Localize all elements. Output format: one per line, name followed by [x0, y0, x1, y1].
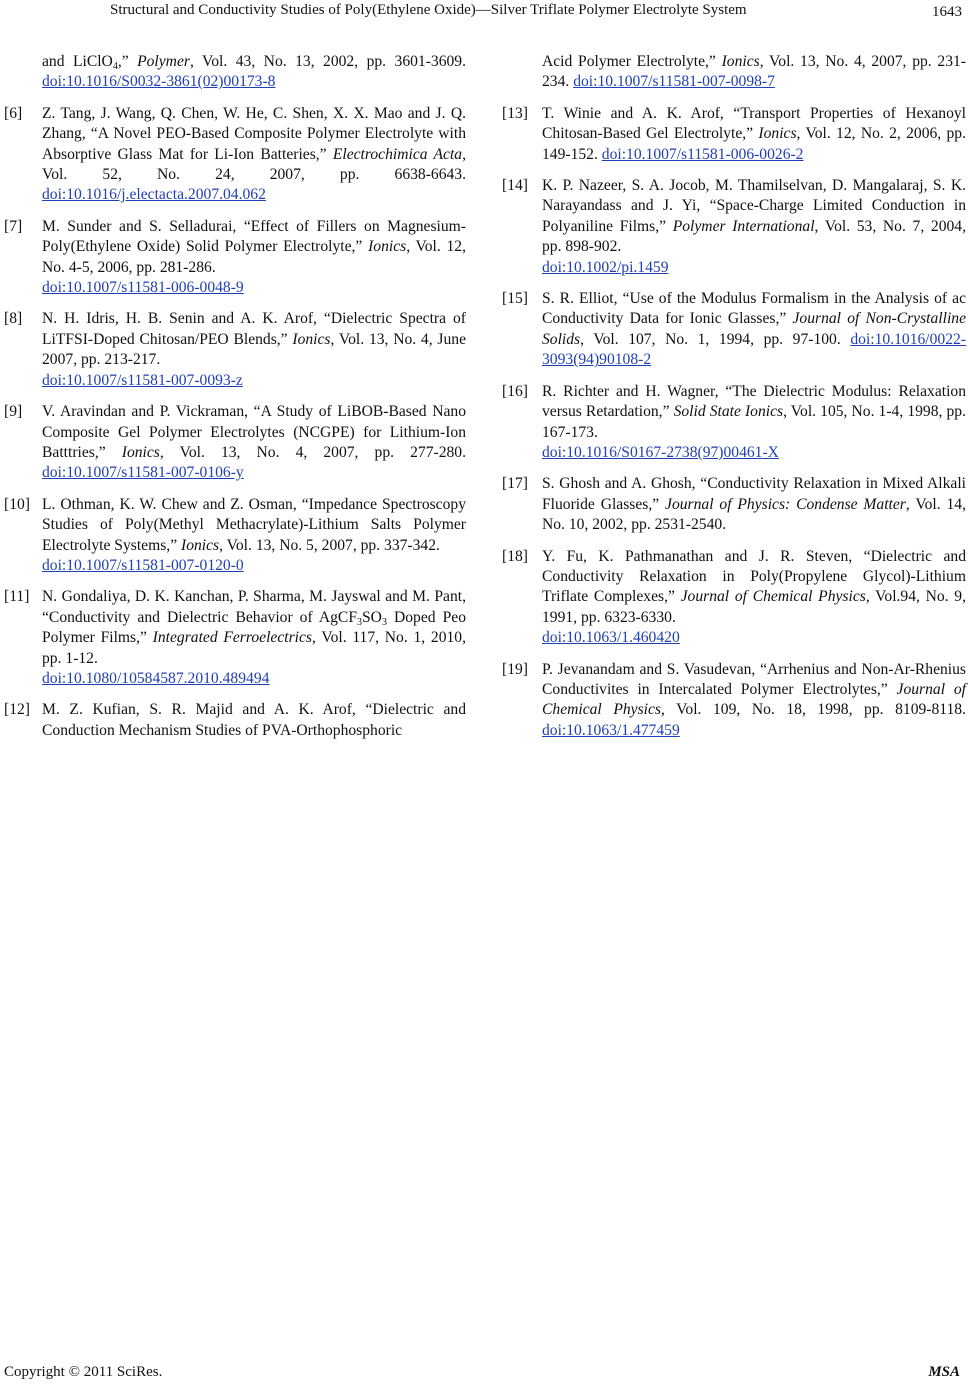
ref-text: and LiClO	[42, 53, 113, 70]
doi-link[interactable]: doi:10.1007/s11581-007-0120-0	[42, 556, 244, 574]
ref-text: , Vol. 12, No. 2, 2006, pp. 149-152.	[542, 125, 966, 163]
ref-text: SO	[362, 608, 382, 626]
ref-number: [17]	[502, 475, 528, 493]
ref-text: , Vol. 14, No. 10, 2002, pp. 2531-2540.	[542, 495, 966, 534]
ref-journal: Ionics	[758, 125, 797, 143]
doi-link[interactable]: doi:10.1016/j.electacta.2007.04.062	[42, 186, 266, 204]
ref-journal: Journal of Physics: Condense Matter	[665, 495, 906, 513]
reference-item	[500, 660, 966, 742]
reference-item	[0, 495, 466, 577]
ref-journal: Ionics	[368, 238, 407, 256]
ref-text: S. Ghosh and A. Ghosh, “Conductivity Relaxation in Mixed Alkali Fluoride Glasses,”	[542, 475, 966, 513]
reference-item	[0, 309, 466, 391]
reference-item	[500, 382, 966, 464]
doi-link[interactable]: doi:10.1063/1.460420	[542, 629, 680, 647]
ref-subscript: 3	[357, 616, 362, 628]
reference-item	[0, 104, 466, 206]
reference-item	[500, 547, 966, 649]
ref-journal: Ionics	[292, 330, 331, 348]
reference-item	[0, 587, 466, 689]
ref-subscript: 3	[381, 616, 387, 628]
ref-text: , Vol.94, No. 9, 1991, pp. 6323-6330.	[542, 588, 967, 626]
ref-journal: Polymer International	[672, 217, 815, 235]
reference-item	[500, 474, 966, 535]
journal-abbrev: MSA	[928, 1364, 960, 1380]
doi-link[interactable]: doi:10.1016/0022-3093(94)90108-2	[542, 330, 966, 369]
doi-link[interactable]: doi:10.1007/s11581-007-0106-y	[42, 464, 244, 482]
ref-text: T. Winie and A. K. Arof, “Transport Properties of Hexanoyl Chitosan-Based Gel Electrolyte,”	[542, 104, 966, 143]
reference-continuation	[500, 52, 966, 93]
reference-item	[0, 217, 466, 299]
doi-link[interactable]: doi:10.1016/S0032-3861(02)00173-8	[42, 73, 276, 91]
ref-text: ,”	[117, 53, 138, 70]
ref-text: Doped Peo Polymer Films,”	[42, 608, 466, 647]
ref-text: Acid Polymer Electrolyte,”	[542, 53, 722, 70]
ref-number: [16]	[502, 382, 528, 400]
doi-link[interactable]: doi:10.1007/s11581-007-0098-7	[573, 73, 775, 91]
doi-link[interactable]: doi:10.1016/S0167-2738(97)00461-X	[542, 443, 779, 461]
ref-text: N. Gondaliya, D. K. Kanchan, P. Sharma, M. Jayswal and M. Pant, “Conductivity and Dielectric Behavior of AgCF	[42, 588, 466, 626]
ref-text: , Vol. 105, No. 1-4, 1998, pp. 167-173.	[542, 403, 966, 441]
ref-text: M. Sunder and S. Selladurai, “Effect of Fillers on Magnesium-Poly(Ethylene Oxide) Solid Polymer Electrolyte,”	[42, 217, 466, 256]
running-header	[40, 0, 962, 24]
ref-text: , Vol. 109, No. 18, 1998, pp. 8109-8118.	[660, 701, 967, 719]
ref-number: [18]	[502, 547, 528, 565]
right-column	[500, 52, 966, 752]
ref-journal: Ionics	[121, 443, 160, 461]
ref-text: Z. Tang, J. Wang, Q. Chen, W. He, C. Shen, X. X. Mao and J. Q. Zhang, “A Novel PEO-Based Composite Polymer Electrolyte with Absorptive Glass Mat for Li-Ion Batteries,”	[42, 104, 466, 163]
copyright-notice: Copyright © 2011 SciRes.	[4, 1364, 163, 1380]
reference-item	[500, 289, 966, 371]
ref-number: [19]	[502, 660, 528, 678]
ref-number: [15]	[502, 290, 528, 308]
ref-text: K. P. Nazeer, S. A. Jocob, M. Thamilselvan, D. Mangalaraj, S. K. Narayandass and J. Yi, “Space-Charge Limited Conduction in Polyaniline Films,”	[542, 177, 966, 235]
page-number: 1643	[932, 4, 962, 20]
doi-link[interactable]: doi:10.1007/s11581-007-0093-z	[42, 371, 243, 389]
ref-text: , Vol. 117, No. 1, 2010, pp. 1-12.	[42, 629, 466, 667]
ref-text: P. Jevanandam and S. Vasudevan, “Arrhenius and Non-Ar-Rhenius Conductivites in Intercalated Polymer Electrolytes,”	[542, 660, 966, 698]
doi-link[interactable]: doi:10.1007/s11581-006-0048-9	[42, 279, 244, 297]
ref-number: [14]	[502, 177, 528, 195]
ref-number: [11]	[4, 588, 30, 606]
ref-journal: Journal of Chemical Physics	[542, 680, 966, 719]
doi-link[interactable]: doi:10.1063/1.477459	[542, 721, 680, 739]
ref-text: , Vol. 53, No. 7, 2004, pp. 898-902.	[542, 217, 966, 256]
ref-number: [6]	[4, 104, 23, 122]
left-column	[0, 52, 466, 752]
ref-journal: Integrated Ferroelectrics	[152, 629, 312, 647]
doi-link[interactable]: doi:10.1002/pi.1459	[542, 258, 669, 276]
reference-item	[500, 104, 966, 165]
ref-text: S. R. Elliot, “Use of the Modulus Formalism in the Analysis of ac Conductivity Data for Ionic Glasses,”	[542, 290, 966, 328]
ref-number: [13]	[502, 104, 528, 122]
ref-text: L. Othman, K. W. Chew and Z. Osman, “Impedance Spectroscopy Studies of Poly(Methyl Methacrylate)-Lithium Salts Polymer Electrolyte Systems,”	[42, 495, 466, 554]
ref-number: [9]	[4, 403, 23, 421]
ref-text: N. H. Idris, H. B. Senin and A. K. Arof, “Dielectric Spectra of LiTFSI-Doped Chitosan/PEO Blends,”	[42, 310, 466, 348]
ref-journal: Ionics	[181, 536, 220, 554]
ref-journal: Solid State Ionics	[673, 403, 784, 421]
doi-link[interactable]: doi:10.1080/10584587.2010.489494	[42, 669, 270, 687]
reference-item	[0, 402, 466, 484]
doi-link[interactable]: doi:10.1007/s11581-006-0026-2	[601, 145, 804, 163]
ref-text: R. Richter and H. Wagner, “The Dielectric Modulus: Relaxation versus Retardation,”	[542, 382, 966, 421]
ref-subscript: 4	[112, 61, 118, 72]
ref-text: , Vol. 12, No. 4-5, 2006, pp. 281-286.	[42, 238, 466, 276]
reference-continuation	[0, 52, 466, 93]
ref-number: [8]	[4, 310, 23, 328]
ref-text: , Vol. 13, No. 4, 2007, pp. 231-234.	[542, 53, 966, 91]
ref-text: M. Z. Kufian, S. R. Majid and A. K. Arof, “Dielectric and Conduction Mechanism Studies of PVA-Orthophosphoric	[42, 701, 466, 739]
ref-text: , Vol. 43, No. 13, 2002, pp. 3601-3609.	[189, 53, 466, 70]
ref-text: Y. Fu, K. Pathmanathan and J. R. Steven, “Dielectric and Conductivity Relaxation in Poly(Propylene Glycol)-Lithium Triflate Complexes,”	[542, 547, 966, 606]
ref-journal: Journal of Chemical Physics	[680, 588, 866, 606]
ref-text: , Vol. 107, No. 1, 1994, pp. 97-100.	[580, 330, 841, 348]
ref-number: [7]	[4, 217, 23, 235]
ref-number: [12]	[4, 701, 30, 719]
ref-journal: Ionics	[721, 53, 760, 70]
ref-number: [10]	[4, 495, 30, 513]
ref-text: , Vol. 13, No. 5, 2007, pp. 337-342.	[219, 536, 440, 554]
ref-journal: Journal of Non-Crystalline Solids	[542, 310, 967, 348]
ref-journal: Polymer	[137, 53, 190, 70]
reference-item	[0, 700, 466, 741]
page-footer	[0, 1358, 966, 1382]
reference-item	[500, 176, 966, 278]
ref-text: V. Aravindan and P. Vickraman, “A Study of LiBOB-Based Nano Composite Gel Polymer Electrolytes (NCGPE) for Lithium-Ion Batttries,”	[42, 403, 466, 461]
ref-text: , Vol. 52, No. 24, 2007, pp. 6638-6643.	[42, 145, 466, 184]
ref-journal: Electrochimica Acta	[332, 145, 463, 163]
ref-text: , Vol. 13, No. 4, June 2007, pp. 213-217.	[42, 330, 466, 369]
ref-text: , Vol. 13, No. 4, 2007, pp. 277-280.	[159, 443, 466, 461]
running-title: Structural and Conductivity Studies of Poly(Ethylene Oxide)—Silver Triflate Polymer Electrolyte System	[110, 2, 747, 18]
